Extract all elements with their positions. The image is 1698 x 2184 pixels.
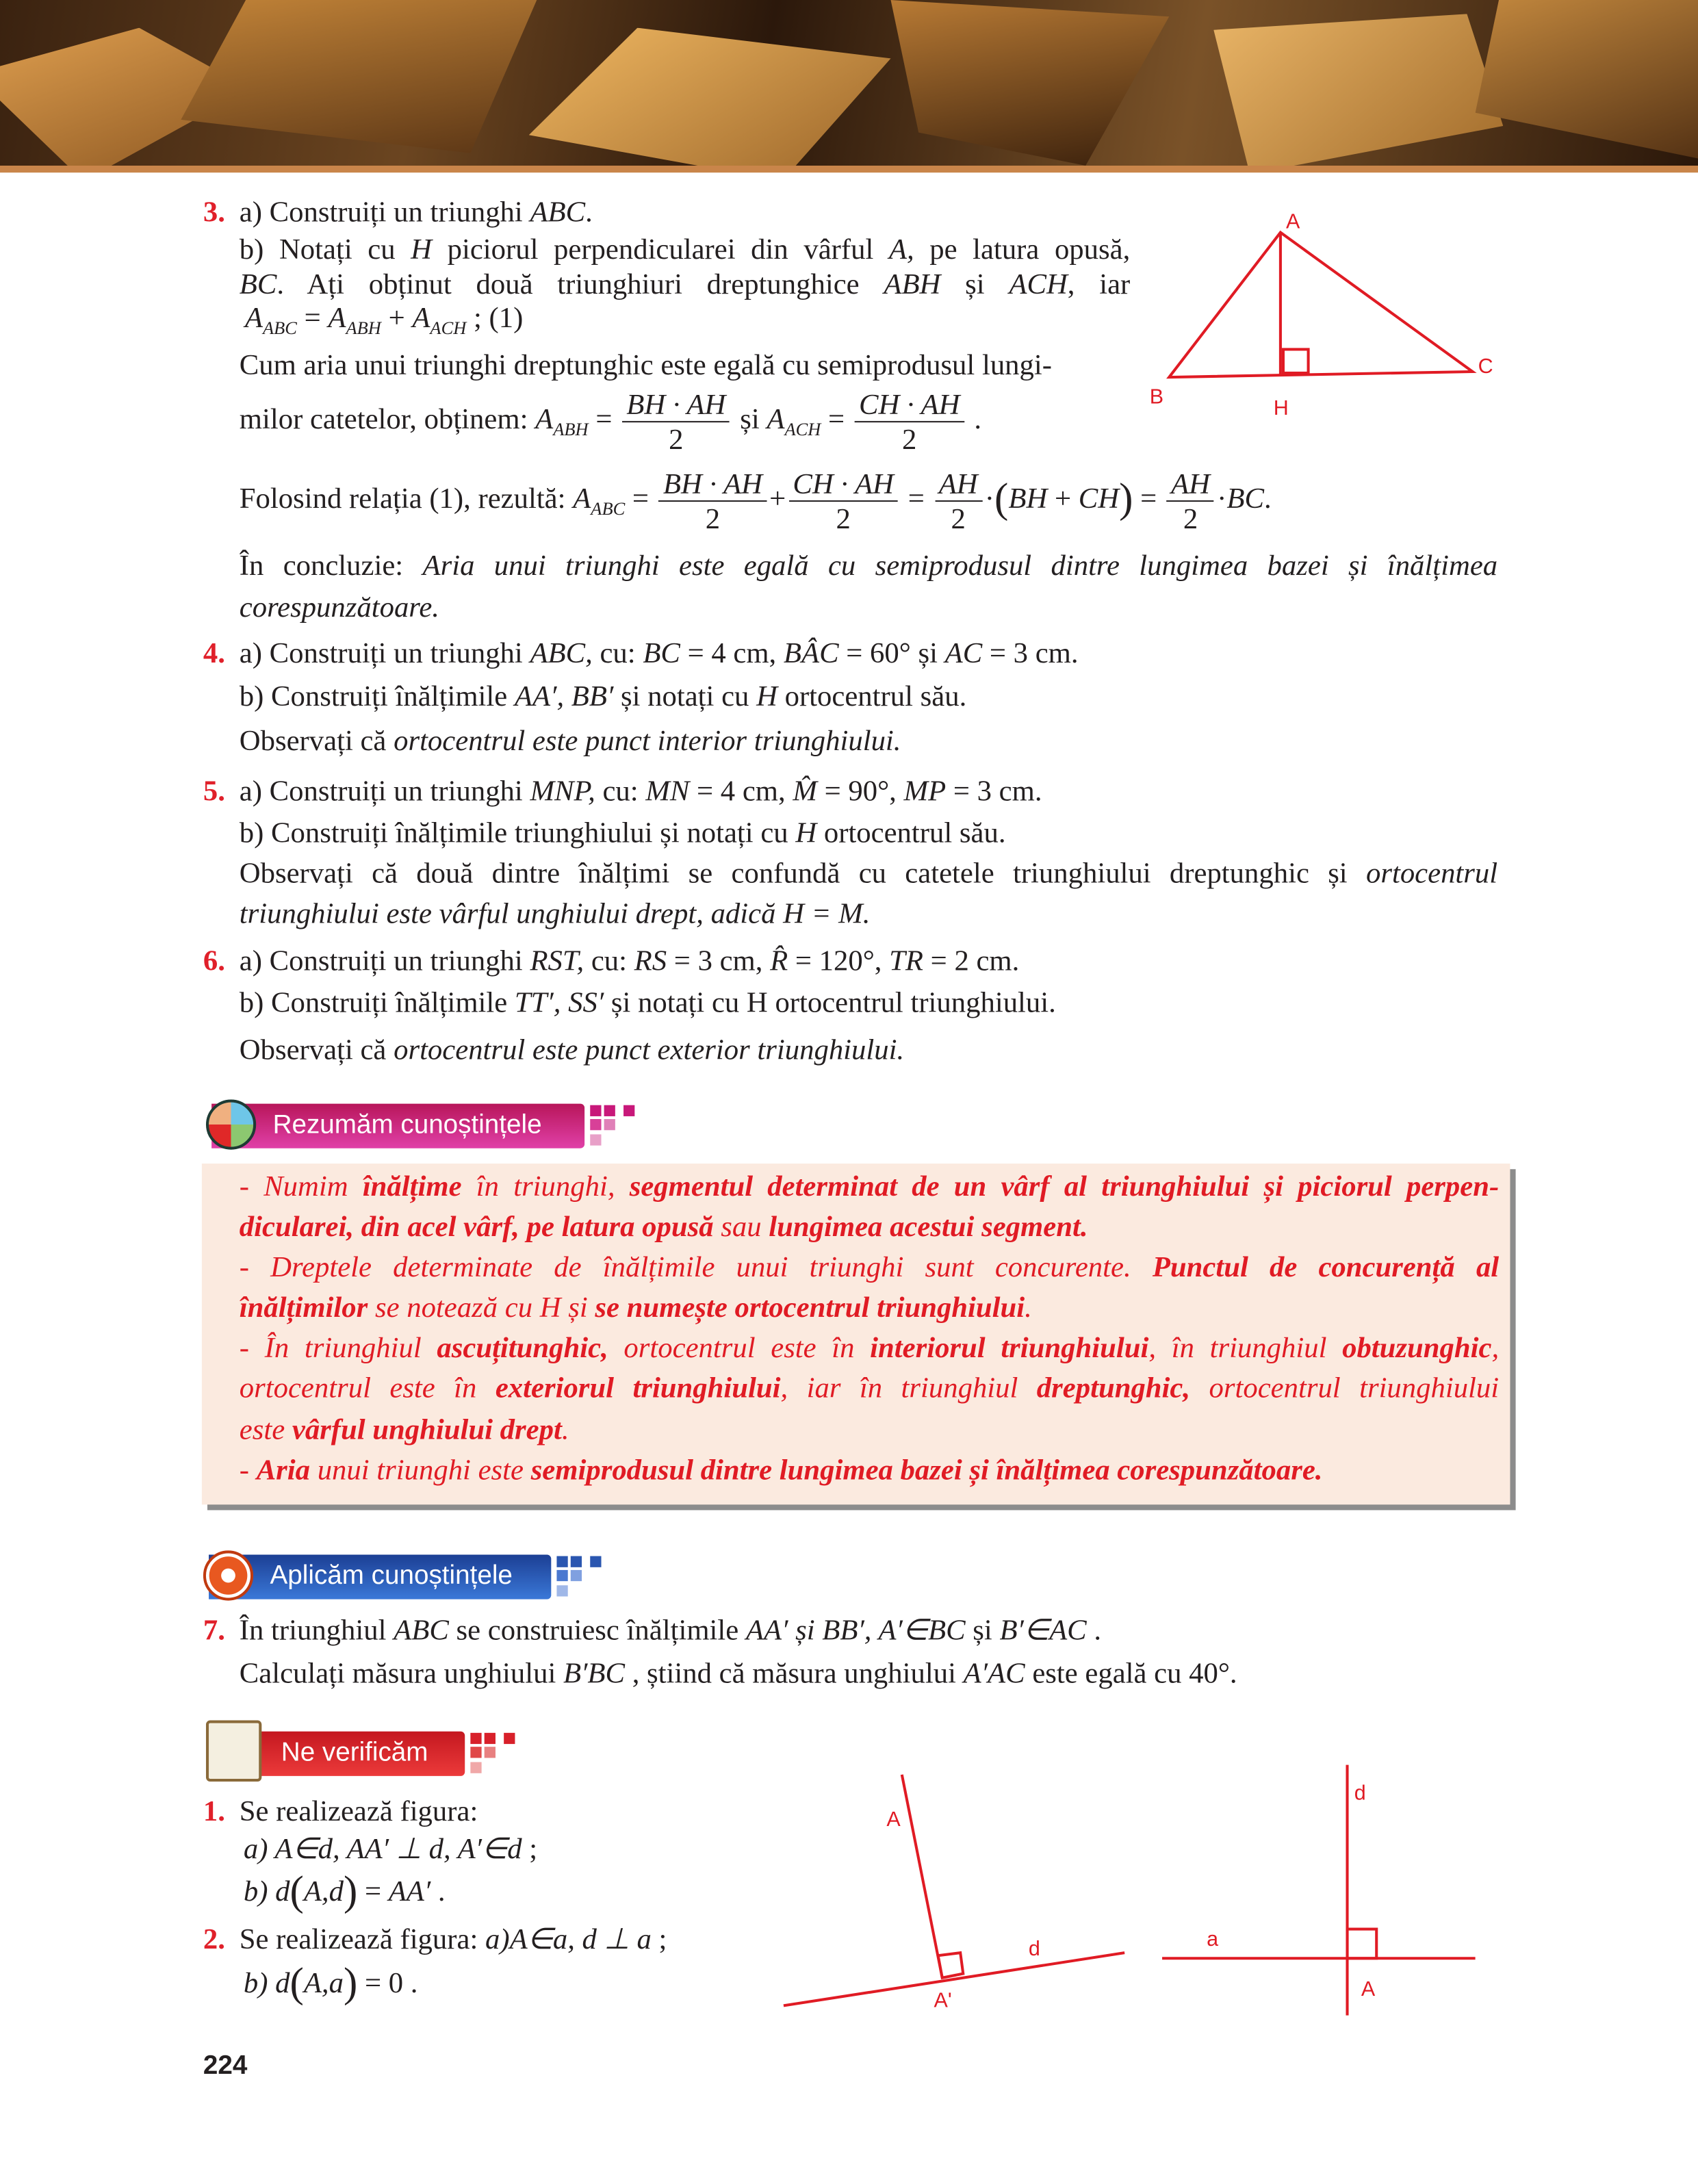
italic-text: ABC [394, 1613, 449, 1647]
italic-text: ABH [884, 267, 941, 301]
text-run: = 2 cm. [923, 943, 1020, 977]
text-run: = 4 cm, [689, 773, 793, 808]
text-run: = 0 . [357, 1966, 418, 2000]
text-run: a) Construiți un triunghi [239, 636, 530, 670]
subscript: ABH [346, 317, 381, 339]
text-run: + [381, 300, 413, 335]
italic-text: A [412, 300, 430, 335]
summary-line [240, 1411, 569, 1448]
text-run: = 4 cm, [680, 636, 784, 670]
parenthesis: ) [343, 1960, 358, 2007]
ex6-line [240, 984, 1056, 1020]
text-run: Observați că două dintre înălțimi se confundă cu catetele triunghiului dreptunghic și [239, 856, 1366, 890]
text-run: Folosind relația (1), rezultă: [239, 481, 574, 515]
label-a-prime: A' [934, 1988, 952, 2012]
emphasis-text: lungimea acestui segment. [769, 1209, 1088, 1244]
text-run: a) Construiți un triunghi [239, 943, 530, 977]
text-run: este egală cu 40°. [1025, 1656, 1237, 1690]
ex3-conclusion [240, 589, 439, 625]
italic-text: în triunghi, [461, 1169, 630, 1203]
text-run: ; (1) [466, 300, 524, 335]
emphasis-text: Punctul de concurență al [1152, 1250, 1500, 1283]
italic-text: , iar în triunghiul [780, 1371, 1037, 1404]
italic-text: ortocentrul este în [608, 1331, 871, 1364]
italic-text: Aria unui triunghi este egală cu semiprodusul dintre lungimea bazei și înălțimea [422, 548, 1498, 582]
subscript: ABC [591, 498, 626, 519]
italic-text: b) d [243, 1874, 290, 1908]
italic-text: AC [944, 636, 983, 670]
italic-text: b) d [243, 1966, 290, 2000]
summary-line [240, 1289, 1032, 1325]
ex3-formula-1 [240, 387, 981, 456]
italic-text: , [1491, 1331, 1500, 1364]
ex5-line [240, 773, 1042, 809]
label-h: H [1273, 396, 1289, 420]
parenthesis: ) [343, 1868, 358, 1915]
emphasis-text: înălțimilor [239, 1290, 368, 1324]
parenthesis: ( [994, 476, 1009, 522]
text-run: , iar [1067, 267, 1131, 301]
italic-text: AA′ și BB′, A′∈BC [745, 1613, 966, 1647]
italic-text: . [1025, 1290, 1032, 1324]
label-a: A [886, 1808, 901, 1832]
segment-aa-prime [902, 1775, 942, 1978]
right-angle-mark [1348, 1929, 1377, 1959]
italic-text: TT′, SS′ [514, 985, 604, 1019]
text-run: și [732, 402, 767, 436]
verify-q1-line [240, 1793, 478, 1829]
ex7-line [240, 1612, 1101, 1648]
summary-line [240, 1452, 1323, 1488]
verify-q1-line [244, 1830, 537, 1866]
text-run: Calculați măsura unghiului [239, 1656, 564, 1690]
page-number: 224 [203, 2051, 248, 2081]
italic-text: a) A∈d, AA′ ⊥ d, A′∈d [243, 1832, 522, 1866]
italic-text: ACH [1009, 267, 1068, 301]
verify-q2-number: 2. [203, 1922, 225, 1956]
italic-text: BC [239, 267, 277, 301]
text-run: Observați că [239, 723, 394, 758]
italic-text: RST, [530, 943, 584, 977]
label-a-point: A [1361, 1977, 1376, 2001]
distance-point-line-figure [784, 1775, 1124, 2006]
italic-text: R̂ [770, 943, 788, 977]
italic-text: - În triunghiul [239, 1331, 437, 1364]
ex3-line [240, 194, 593, 230]
ex4-line [240, 634, 1079, 671]
text-run: b) Notați cu [239, 232, 411, 266]
denominator: 2 [669, 422, 684, 457]
emphasis-text: înălțime [362, 1169, 462, 1203]
text-run: . [966, 402, 982, 436]
italic-text: A [535, 402, 554, 436]
text-run: = [296, 300, 329, 335]
text-run: b) Construiți înălțimile triunghiului și notați cu [239, 815, 796, 849]
italic-text: ortocentrul triunghiului [1190, 1371, 1500, 1404]
right-angle-mark [1283, 349, 1309, 373]
emphasis-text: segmentul determinat de un vârf al triunghiului și piciorul perpen- [629, 1169, 1500, 1203]
italic-text: BC [643, 636, 680, 670]
text-run: și [940, 267, 1009, 301]
verify-q2-line [240, 1920, 667, 1957]
summary-line [240, 1329, 1499, 1365]
text-run: cu: [595, 773, 646, 808]
text-run: . [430, 1874, 446, 1908]
apply-title: Aplicăm cunoștințele [270, 1561, 513, 1591]
right-angle-mark [938, 1953, 964, 1978]
ex3-line [240, 231, 1131, 268]
italic-text: B′BC [563, 1656, 626, 1690]
italic-text: ortocentrul este punct exterior triunghiului. [394, 1032, 905, 1066]
italic-text: ortocentrul [1365, 856, 1498, 890]
text-run: . [1086, 1613, 1102, 1647]
text-run: Observați că [239, 1032, 394, 1066]
text-run: . [1263, 481, 1272, 515]
italic-text: AA′ [388, 1874, 431, 1908]
italic-text: ABC, [530, 636, 593, 670]
parenthesis: ( [290, 1960, 304, 2007]
text-run: ortocentrul său. [777, 679, 967, 713]
label-d: d [1028, 1937, 1040, 1961]
text-run: = [1133, 481, 1164, 515]
text-run: a) Construiți un triunghi [239, 194, 530, 229]
fraction [935, 467, 982, 535]
denominator: 2 [836, 502, 851, 535]
italic-text: H [756, 679, 777, 713]
text-run: a) Construiți un triunghi [239, 773, 530, 808]
emphasis-text: se numește ortocentrul triunghiului [595, 1290, 1025, 1324]
numerator: AH [935, 467, 982, 502]
italic-text: AA′, BB′ [514, 679, 614, 713]
text-run: + [1047, 481, 1079, 515]
emphasis-text: ascuțitunghic, [437, 1331, 608, 1364]
text-run: · [1217, 481, 1227, 515]
text-run: = 3 cm, [667, 943, 771, 977]
italic-text: ortocentrul este punct interior triunghiului. [394, 723, 901, 758]
italic-text: se notează cu H și [368, 1290, 595, 1324]
emphasis-text: semiprodusul dintre lungimea bazei și înălțimea corespunzătoare. [530, 1453, 1323, 1487]
parenthesis: ) [1119, 476, 1133, 522]
italic-text: TR [889, 943, 924, 977]
text-run: și notați cu H ortocentrul triunghiului. [604, 985, 1056, 1019]
numerator: BH · AH [622, 387, 730, 422]
verify-q2-line [243, 1960, 418, 2007]
text-run: + [769, 481, 786, 515]
italic-text: triunghiului este vârful unghiului drept, adică H = M. [239, 896, 871, 930]
italic-text: unui triunghi este [310, 1453, 531, 1487]
text-run: = [901, 481, 932, 515]
ex3-line [240, 346, 1052, 383]
exercise-5-number: 5. [203, 773, 225, 808]
italic-text: B′∈AC [999, 1613, 1087, 1647]
verify-section-header [220, 1732, 465, 1776]
summary-line [240, 1370, 1499, 1406]
subscript: ACH [430, 317, 467, 339]
ex3-area-relation [245, 299, 523, 346]
italic-text: corespunzătoare. [239, 590, 439, 624]
fraction [659, 467, 767, 535]
label-b: B [1149, 385, 1164, 409]
text-run: = [357, 1874, 389, 1908]
text-run: b) Construiți înălțimile [239, 985, 515, 1019]
text-run: ; [522, 1832, 538, 1866]
fraction [622, 387, 730, 456]
line-d [784, 1953, 1124, 2005]
exercise-4-number: 4. [203, 636, 225, 670]
perpendicular-lines-figure [1162, 1765, 1476, 2016]
italic-text: A [244, 300, 263, 335]
summary-title: Rezumăm cunoștințele [272, 1110, 542, 1140]
text-run: . Ați obținut două triunghiuri dreptunghice [276, 267, 884, 301]
text-run: piciorul perpendicularei din vârful [432, 232, 889, 266]
denominator: 2 [951, 502, 966, 535]
italic-text: MP [903, 773, 947, 808]
italic-text: A′AC [963, 1656, 1025, 1690]
italic-text: sau [713, 1209, 769, 1244]
italic-text: a)A∈a, d ⊥ a [485, 1922, 652, 1956]
summary-section-header [211, 1104, 584, 1148]
italic-text: BÂC [783, 636, 839, 670]
verify-title: Ne verificăm [281, 1738, 428, 1768]
italic-text: A,d [303, 1874, 344, 1908]
ex6-line [240, 942, 1020, 979]
subscript: ACH [784, 418, 821, 440]
numerator: BH · AH [659, 467, 767, 502]
ex5-line [240, 895, 871, 932]
text-run: = [625, 481, 656, 515]
text-run: cu: [584, 943, 634, 977]
italic-text: A [767, 402, 785, 436]
numerator: CH · AH [788, 467, 898, 502]
italic-text: - Numim [239, 1169, 363, 1203]
italic-text: este [239, 1413, 292, 1446]
cycle-arrows-icon [206, 1100, 256, 1150]
emphasis-text: dreptunghic, [1036, 1371, 1191, 1404]
label-c: C [1478, 355, 1493, 378]
parenthesis: ( [290, 1868, 304, 1915]
text-run: și notați cu [613, 679, 757, 713]
text-run: = [588, 402, 620, 436]
italic-text: A,a [303, 1966, 344, 2000]
italic-text: BC [1226, 481, 1264, 515]
italic-text: H [411, 232, 433, 266]
emphasis-text: dicularei, din acel vârf, pe latura opusă [239, 1209, 714, 1244]
text-run: milor catetelor, obținem: [239, 402, 536, 436]
fraction [855, 387, 964, 456]
text-run: ; [651, 1922, 667, 1956]
text-run: În concluzie: [239, 548, 423, 582]
ex3-line [240, 266, 1131, 302]
label-a: A [1286, 209, 1300, 233]
text-run: Se realizează figura: [239, 1922, 485, 1956]
label-d: d [1354, 1781, 1366, 1805]
text-run: = 3 cm. [946, 773, 1042, 808]
text-run: cu: [592, 636, 643, 670]
text-run: = 120°, [788, 943, 890, 977]
text-run: = 90°, [816, 773, 904, 808]
fraction [788, 467, 898, 535]
emphasis-text: vârful unghiului drept [292, 1413, 562, 1446]
denominator: 2 [705, 502, 721, 535]
italic-text: MN [645, 773, 690, 808]
exercise-6-number: 6. [203, 943, 225, 977]
verify-q1-line [243, 1868, 446, 1915]
ex6-line [240, 1031, 904, 1068]
gear-icon [203, 1550, 253, 1600]
italic-text: BH [1008, 481, 1048, 515]
emphasis-text: Aria [256, 1453, 311, 1487]
text-run: se construiesc înălțimile [448, 1613, 746, 1647]
italic-text: A [573, 481, 591, 515]
text-run: și [965, 1613, 1000, 1647]
exercise-3-number: 3. [203, 194, 225, 229]
italic-text: - Dreptele determinate de înălțimile unui triunghi sunt concurente. [239, 1250, 1153, 1283]
text-run: În triunghiul [239, 1613, 394, 1647]
italic-text: - [239, 1453, 257, 1487]
italic-text: ABC [530, 194, 586, 229]
text-run: ortocentrul său. [816, 815, 1006, 849]
text-run: = 3 cm. [982, 636, 1079, 670]
verify-q1-number: 1. [203, 1794, 225, 1828]
numerator: CH · AH [855, 387, 964, 422]
italic-text: MNP, [530, 773, 595, 808]
emphasis-text: exteriorul triunghiului [495, 1371, 781, 1404]
text-run: Se realizează figura: [239, 1794, 478, 1828]
ex4-line [240, 678, 966, 714]
triangle-abc-figure [1169, 233, 1472, 377]
text-run: = [821, 402, 852, 436]
ex7-line [240, 1655, 1237, 1691]
triangle-abc [1169, 233, 1472, 377]
text-run: . [585, 194, 593, 229]
subscript: ABH [553, 418, 589, 440]
exercise-7-number: 7. [203, 1613, 225, 1647]
denominator: 2 [902, 422, 917, 457]
summary-line [240, 1208, 1088, 1244]
italic-text: A [328, 300, 346, 335]
ex5-line [240, 814, 1006, 851]
ex3-conclusion [240, 547, 1497, 583]
numerator: AH [1167, 467, 1214, 502]
emphasis-text: obtuzunghic [1342, 1331, 1492, 1364]
summary-box [202, 1164, 1510, 1504]
ex3-formula-2 [240, 467, 1272, 535]
fraction [1167, 467, 1214, 535]
text-run: , știind că măsura unghiului [625, 1656, 964, 1690]
italic-text: CH [1078, 481, 1120, 515]
italic-text: A, [888, 232, 914, 266]
text-run: pe latura opusă, [914, 232, 1131, 266]
ex5-line [240, 855, 1497, 891]
summary-line [240, 1168, 1499, 1204]
italic-text: RS [634, 943, 667, 977]
text-run: b) Construiți înălțimile [239, 679, 515, 713]
label-a-line: a [1207, 1927, 1219, 1951]
emphasis-text: interiorul triunghiului [870, 1331, 1149, 1364]
header-divider [0, 166, 1698, 172]
header-banner-image [0, 0, 1698, 166]
text-run: Cum aria unui triunghi dreptunghic este egală cu semiprodusul lungi- [239, 348, 1052, 382]
italic-text: , în triunghiul [1148, 1331, 1343, 1364]
text-run: · [984, 481, 995, 515]
apply-section-header [209, 1555, 551, 1600]
italic-text: . [561, 1413, 569, 1446]
ex4-line [240, 722, 901, 758]
italic-text: M̂ [793, 773, 817, 808]
italic-text: ortocentrul este în [239, 1371, 496, 1404]
text-run: = 60° și [838, 636, 945, 670]
denominator: 2 [1183, 502, 1198, 535]
subscript: ABC [263, 317, 297, 339]
summary-line [240, 1248, 1499, 1285]
clipboard-icon [206, 1721, 261, 1782]
italic-text: H [795, 815, 817, 849]
